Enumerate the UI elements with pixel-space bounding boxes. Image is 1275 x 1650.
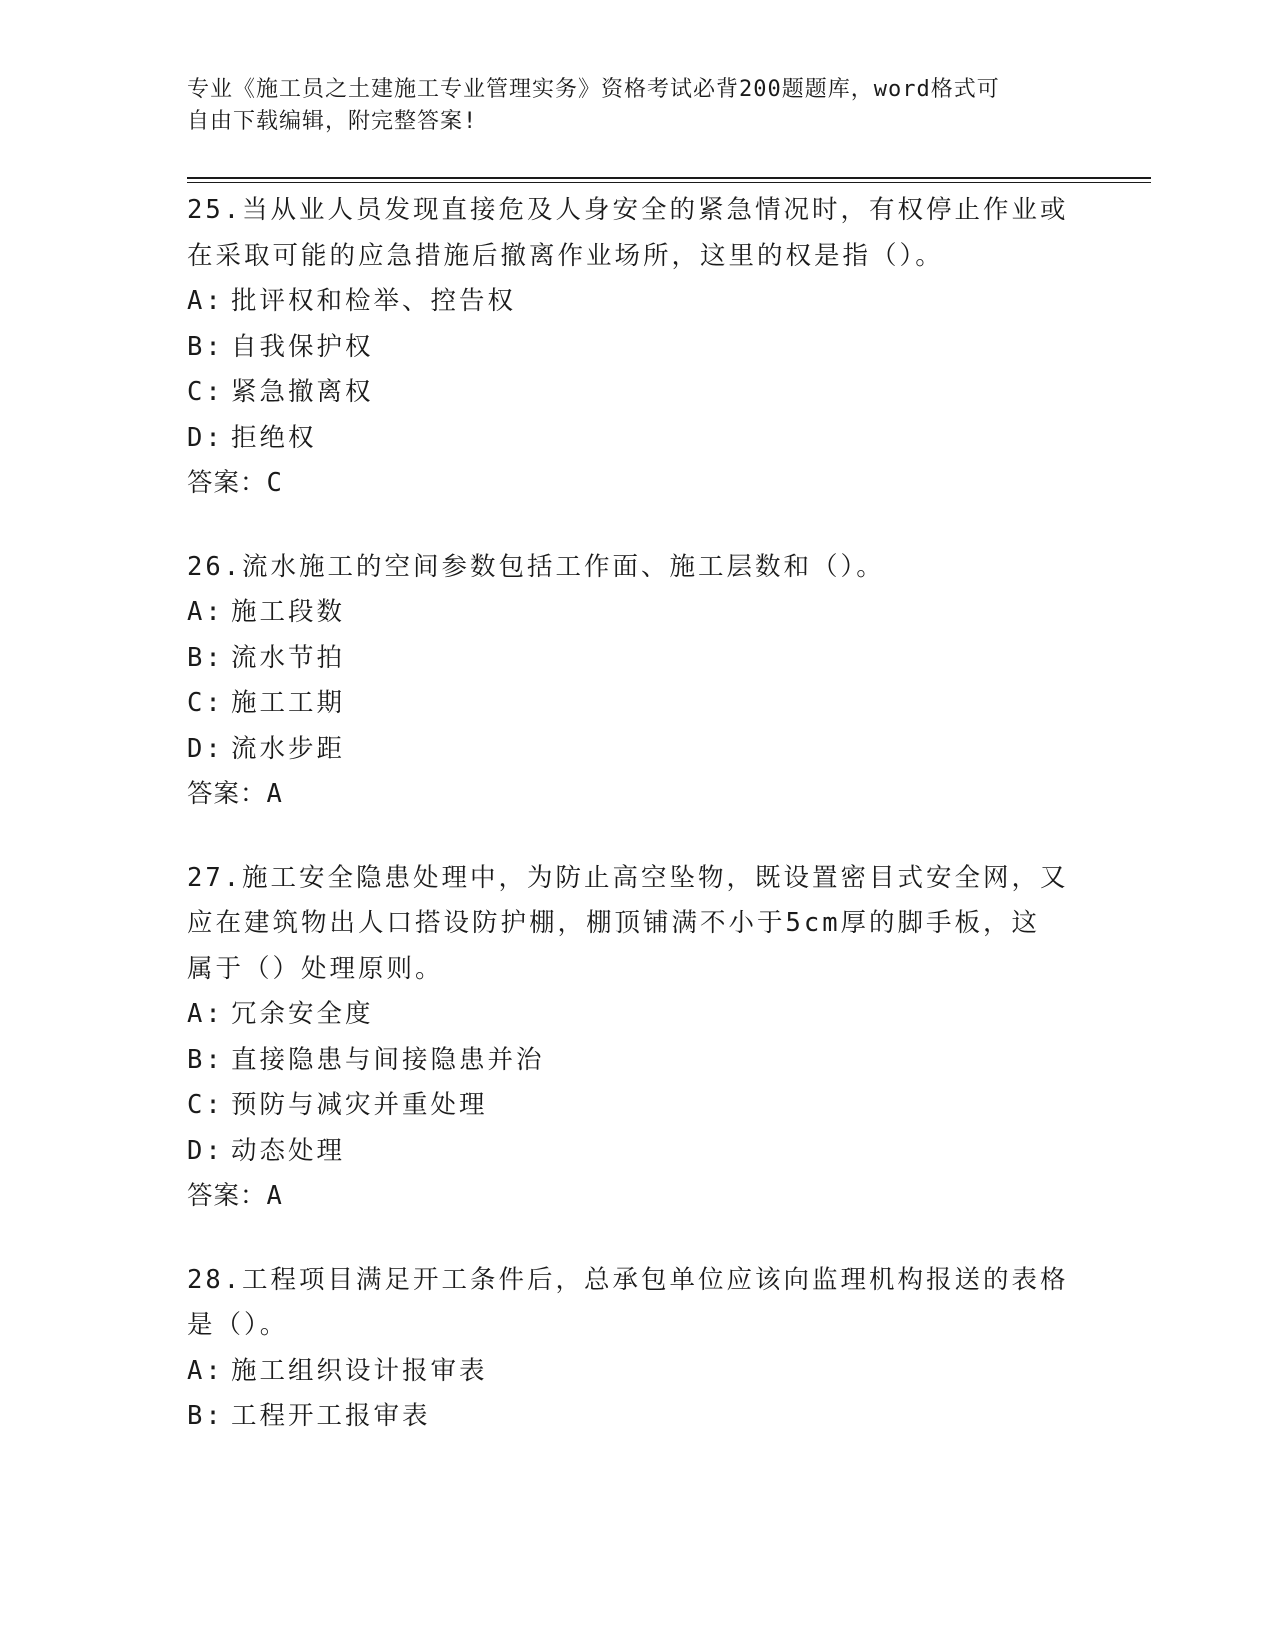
option-d (187, 416, 1087, 462)
option-text: 施工段数 (231, 597, 346, 627)
stem-line: 是（）。 (187, 1310, 289, 1340)
answer-label: 答案： (187, 779, 267, 809)
option-key: D: (187, 1135, 224, 1166)
option-text: 冗余安全度 (231, 999, 374, 1029)
option-text: 紧急撤离权 (231, 377, 374, 407)
option-b (187, 325, 1087, 371)
option-key: D: (187, 733, 224, 764)
option-text: 拒绝权 (231, 422, 317, 453)
option-key: A: (187, 1355, 224, 1386)
option-c (187, 370, 1087, 416)
option-text: 预防与减灾并重处理 (231, 1090, 488, 1120)
option-b (187, 1038, 1087, 1084)
question-stem (187, 188, 1087, 279)
question-28 (187, 1258, 1087, 1440)
option-text: 流水节拍 (231, 642, 346, 673)
option-text: 施工组织设计报审表 (231, 1355, 488, 1386)
option-text: 批评权和检举、控告权 (231, 286, 517, 316)
option-key: B: (187, 1401, 224, 1431)
option-a (187, 279, 1087, 325)
option-key: C: (187, 1090, 224, 1120)
option-key: A: (187, 999, 224, 1029)
option-text: 动态处理 (231, 1135, 346, 1166)
option-key: C: (187, 377, 224, 407)
question-list (187, 188, 1087, 1478)
option-key: C: (187, 688, 224, 718)
stem-line: 27.施工安全隐患处理中，为防止高空坠物，既设置密目式安全网，又 (187, 862, 1069, 893)
question-stem (187, 545, 1087, 591)
question-27 (187, 856, 1087, 1220)
stem-line: 25.当从业人员发现直接危及人身安全的紧急情况时，有权停止作业或 (187, 195, 1069, 225)
stem-line: 属于（）处理原则。 (187, 953, 444, 984)
option-key: B: (187, 642, 224, 673)
option-d (187, 1129, 1087, 1175)
question-stem (187, 1258, 1087, 1349)
answer-value: C (266, 468, 283, 498)
stem-line: 在采取可能的应急措施后撤离作业场所，这里的权是指（）。 (187, 240, 944, 271)
option-a (187, 992, 1087, 1038)
option-a (187, 1349, 1087, 1395)
answer-line (187, 461, 1087, 507)
option-key: B: (187, 331, 224, 362)
option-b (187, 1394, 1087, 1440)
option-text: 直接隐患与间接隐患并治 (231, 1044, 545, 1075)
option-a (187, 590, 1087, 636)
stem-line: 28.工程项目满足开工条件后，总承包单位应该向监理机构报送的表格 (187, 1264, 1069, 1295)
question-stem (187, 856, 1087, 993)
document-header (187, 74, 1087, 138)
answer-label: 答案： (187, 468, 267, 498)
option-text: 施工工期 (231, 688, 346, 718)
question-25 (187, 188, 1087, 507)
stem-line: 应在建筑物出人口搭设防护棚，棚顶铺满不小于5cm厚的脚手板，这 (187, 908, 1041, 938)
header-divider-thick (187, 177, 1151, 179)
answer-value: A (266, 1181, 283, 1211)
option-key: B: (187, 1044, 224, 1075)
option-key: A: (187, 597, 224, 627)
option-key: D: (187, 422, 224, 453)
option-text: 自我保护权 (231, 331, 374, 362)
header-line-2: 自由下载编辑，附完整答案! (187, 109, 478, 134)
option-c (187, 1083, 1087, 1129)
stem-line: 26.流水施工的空间参数包括工作面、施工层数和（）。 (187, 551, 885, 582)
answer-line (187, 1174, 1087, 1220)
answer-line (187, 772, 1087, 818)
header-divider-thin (187, 182, 1151, 183)
header-line-1: 专业《施工员之土建施工专业管理实务》资格考试必背200题题库，word格式可 (187, 77, 1000, 102)
option-text: 工程开工报审表 (231, 1401, 431, 1431)
option-key: A: (187, 286, 224, 316)
option-c (187, 681, 1087, 727)
option-text: 流水步距 (231, 733, 346, 764)
option-d (187, 727, 1087, 773)
option-b (187, 636, 1087, 682)
answer-label: 答案： (187, 1181, 267, 1211)
question-26 (187, 545, 1087, 818)
answer-value: A (266, 779, 283, 809)
